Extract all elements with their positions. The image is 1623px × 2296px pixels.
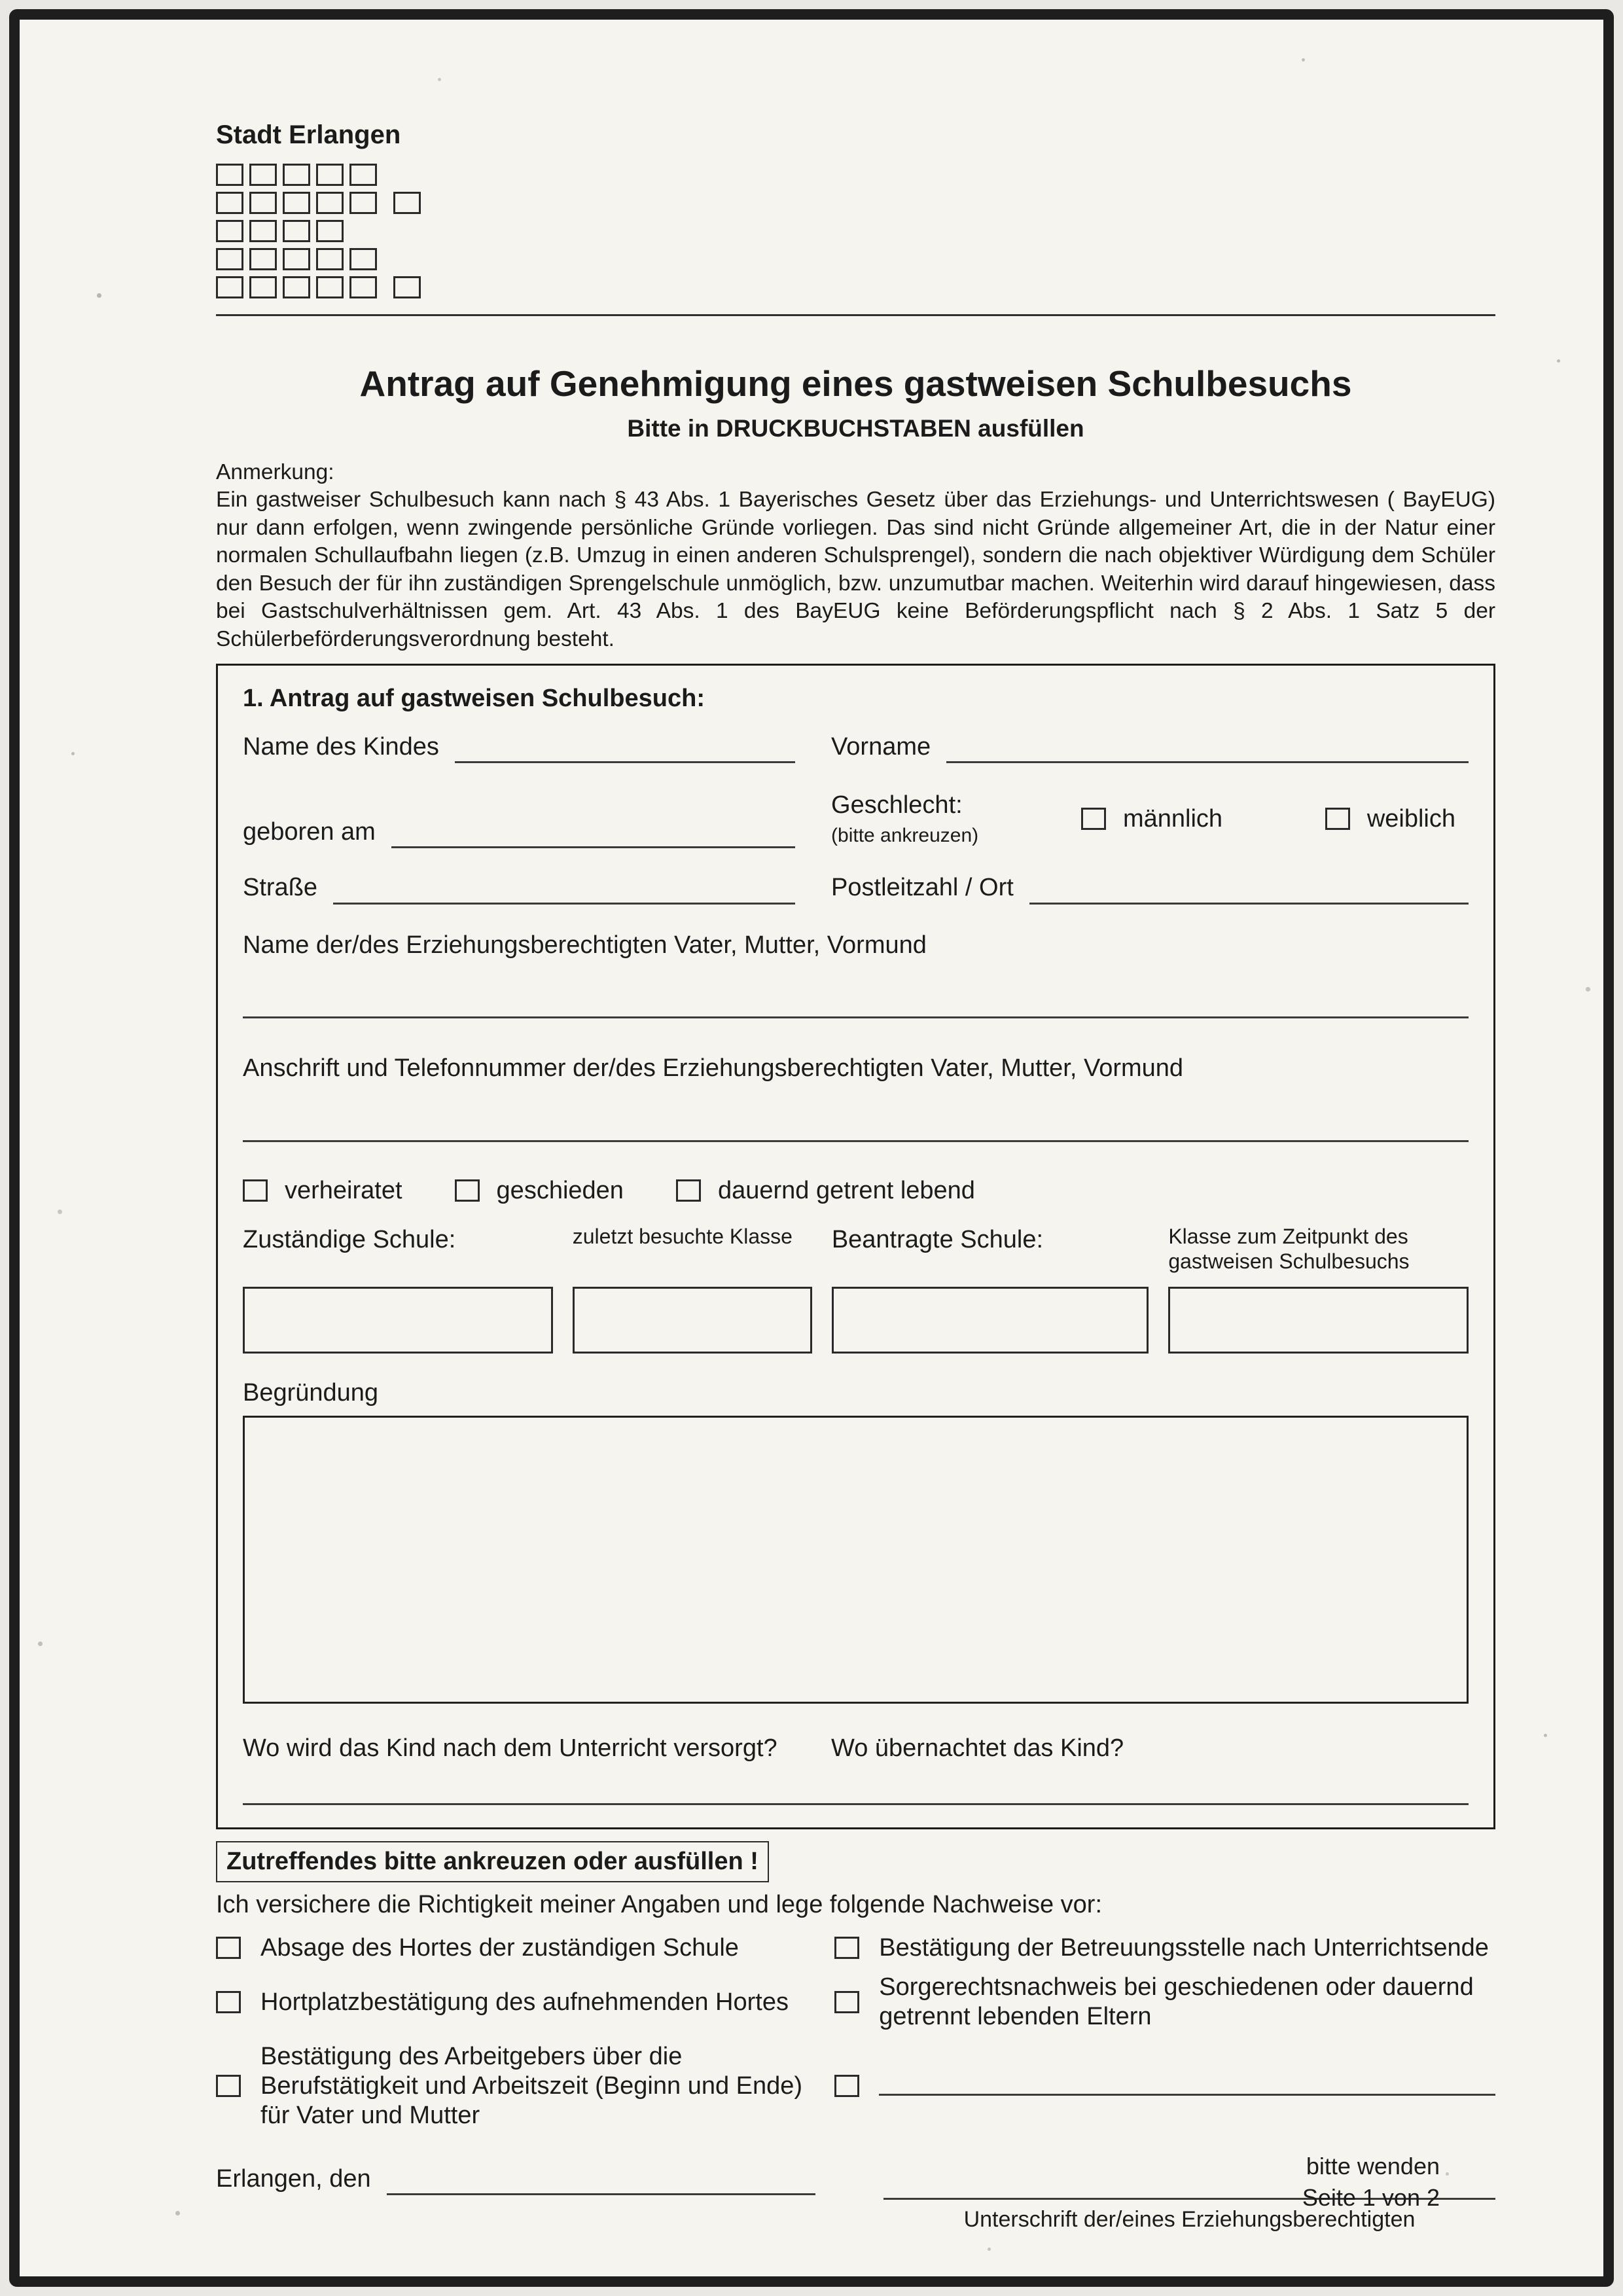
row-betreuung <box>243 1732 1469 1765</box>
label-postleitzahl-ort: Postleitzahl / Ort <box>831 874 1014 902</box>
header-divider <box>216 314 1495 316</box>
label-sorgerecht: Sorgerechtsnachweis bei geschiedenen oder dauernd getrennt lebenden Eltern <box>879 1973 1474 2031</box>
input-line-datum[interactable] <box>387 2168 815 2195</box>
label-absage-hort: Absage des Hortes der zuständigen Schule <box>260 1933 739 1962</box>
address-box[interactable] <box>316 164 344 186</box>
address-box[interactable] <box>349 248 377 270</box>
label-hortplatz: Hortplatzbestätigung des aufnehmenden Hortes <box>260 1988 789 2016</box>
turn-page-hint: bitte wenden <box>1306 2152 1440 2179</box>
address-box[interactable] <box>316 220 344 242</box>
checkbox-dauernd-getrennt-lebend[interactable] <box>676 1179 701 1202</box>
checkbox-sorgerecht[interactable] <box>834 1991 859 2013</box>
col-klasse-zum-zeitpunkt <box>1168 1224 1469 1354</box>
input-line-sonstiger-nachweis[interactable] <box>879 2076 1495 2096</box>
proof-item-sonstiger-nachweis <box>834 2042 1495 2130</box>
label-unterschrift: Unterschrift der/eines Erziehungsberechtigten <box>963 2206 1416 2232</box>
input-line-vorname[interactable] <box>946 736 1469 763</box>
page-number: Seite 1 von 2 <box>1302 2184 1440 2212</box>
address-box[interactable] <box>283 220 310 242</box>
input-box-zuletzt-besuchte-klasse[interactable] <box>573 1287 812 1354</box>
proof-item-betreuungsstelle <box>834 1933 1495 1963</box>
label-weiblich: weiblich <box>1366 804 1455 833</box>
checkbox-absage-hort[interactable] <box>216 1937 241 1959</box>
label-uebernachtung-frage: Wo übernachtet das Kind? <box>831 1734 1124 1763</box>
label-begruendung: Begründung <box>243 1379 379 1407</box>
label-arbeitgeber: Bestätigung des Arbeitgebers über die Berufstätigkeit und Arbeitszeit (Beginn und Ende) für Vater und Mutter <box>260 2043 803 2129</box>
label-geschlecht: Geschlecht: <box>831 791 963 819</box>
input-box-beantragte-schule[interactable] <box>832 1287 1149 1354</box>
address-box[interactable] <box>283 248 310 270</box>
address-box-row <box>216 220 1495 242</box>
checkbox-sonstiger-nachweis[interactable] <box>834 2075 859 2097</box>
label-betreuungsstelle: Bestätigung der Betreuungsstelle nach Unterrichtsende <box>879 1933 1489 1962</box>
checkbox-hortplatz[interactable] <box>216 1991 241 2013</box>
input-box-begruendung[interactable] <box>243 1416 1469 1704</box>
col-zustaendige-schule <box>243 1224 553 1354</box>
address-box[interactable] <box>349 192 377 214</box>
scanned-form-page <box>9 9 1614 2287</box>
address-box[interactable] <box>393 276 421 298</box>
label-beantragte-schule: Beantragte Schule: <box>831 1226 1044 1254</box>
input-line-betreuung[interactable] <box>243 1803 1469 1805</box>
label-zuletzt-besuchte-klasse: zuletzt besuchte Klasse <box>572 1225 793 1249</box>
input-line-strasse[interactable] <box>333 877 795 905</box>
address-box[interactable] <box>283 276 310 298</box>
label-maennlich: männlich <box>1122 804 1223 833</box>
row-geboren-geschlecht <box>243 789 1469 848</box>
input-line-name-des-kindes[interactable] <box>455 736 795 763</box>
input-line-erziehungsberechtigte-anschrift[interactable] <box>243 1140 1469 1142</box>
checkbox-betreuungsstelle[interactable] <box>834 1937 859 1959</box>
instruction-box: Zutreffendes bitte ankreuzen oder ausfüllen ! <box>216 1841 769 1882</box>
checkbox-geschieden[interactable] <box>455 1179 480 1202</box>
input-line-postleitzahl-ort[interactable] <box>1029 877 1469 905</box>
note-label: Anmerkung: <box>216 459 334 484</box>
col-zuletzt-besuchte-klasse <box>573 1224 812 1354</box>
label-erziehungsberechtigte-anschrift: Anschrift und Telefonnummer der/des Erziehungsberechtigten Vater, Mutter, Vormund <box>243 1054 1184 1083</box>
note-text: Ein gastweiser Schulbesuch kann nach § 43 Abs. 1 Bayerisches Gesetz über das Erziehungs- und Unterrichtswesen ( BayEUG) nur dann erfolgen, wenn zwingende persönliche Gründe vorliegen. Das sind nicht Gründe allgemeiner Art, die in der Natur einer normalen Schullaufbahn liegen (z.B. Umzug in einen anderen Schulsprengel), sondern die nach objektiver Würdigung dem Schüler den Besuch der für ihn zuständigen Sprengelschule unmöglich, bzw. unzumutbar machen. Weiterhin wird darauf hingewiesen, dass bei Gastschulverhältnissen gem. Art. 43 Abs. 1 des BayEUG keine Beförderungspflicht nach § 2 Abs. 1 Satz 5 der Schülerbeförderungsverordnung besteht. <box>216 488 1495 651</box>
address-box[interactable] <box>216 248 243 270</box>
checkbox-verheiratet[interactable] <box>243 1179 268 1202</box>
proof-item-sorgerecht <box>834 1973 1495 2032</box>
declaration-text: Ich versichere die Richtigkeit meiner Angaben und lege folgende Nachweise vor: <box>216 1891 1103 1919</box>
label-verheiratet: verheiratet <box>285 1176 402 1204</box>
row-name <box>243 731 1469 763</box>
address-box-row <box>216 248 1495 270</box>
col-beantragte-schule <box>832 1224 1149 1354</box>
proof-item-hortplatz <box>216 1973 805 2032</box>
row-familienstand <box>243 1175 1469 1207</box>
address-box[interactable] <box>393 192 421 214</box>
label-dauernd-getrennt-lebend: dauernd getrent lebend <box>717 1176 975 1204</box>
address-box[interactable] <box>249 192 277 214</box>
address-box[interactable] <box>349 164 377 186</box>
label-vorname: Vorname <box>831 732 931 761</box>
checkbox-maennlich[interactable] <box>1081 808 1106 830</box>
proof-item-arbeitgeber <box>216 2042 805 2130</box>
address-box[interactable] <box>249 220 277 242</box>
label-bitte-ankreuzen: (bitte ankreuzen) <box>831 825 979 847</box>
paper <box>20 20 1603 2276</box>
label-strasse: Straße <box>243 874 318 902</box>
address-box[interactable] <box>316 192 344 214</box>
address-box[interactable] <box>249 248 277 270</box>
label-erziehungsberechtigte-name: Name der/des Erziehungsberechtigten Vater, Mutter, Vormund <box>243 931 927 959</box>
address-box[interactable] <box>216 276 243 298</box>
address-box[interactable] <box>249 276 277 298</box>
address-box-row <box>216 276 1495 298</box>
input-line-erziehungsberechtigte-name[interactable] <box>243 1016 1469 1018</box>
proof-checklist <box>216 1933 1495 2130</box>
address-box[interactable] <box>283 192 310 214</box>
label-klasse-zum-zeitpunkt: Klasse zum Zeitpunkt des gastweisen Schulbesuchs <box>1168 1225 1410 1274</box>
checkbox-arbeitgeber[interactable] <box>216 2075 241 2097</box>
page-footer <box>1302 2151 1440 2214</box>
label-name-des-kindes: Name des Kindes <box>243 732 439 761</box>
gender-group <box>831 789 1469 848</box>
label-versorgung-frage: Wo wird das Kind nach dem Unterricht versorgt? <box>243 1734 777 1763</box>
address-box[interactable] <box>216 220 243 242</box>
checkbox-weiblich[interactable] <box>1325 808 1350 830</box>
address-box[interactable] <box>216 192 243 214</box>
input-line-geboren-am[interactable] <box>391 821 795 848</box>
input-box-klasse-zum-zeitpunkt[interactable] <box>1168 1287 1469 1354</box>
address-box-grid <box>216 164 1495 298</box>
address-box[interactable] <box>349 276 377 298</box>
proof-item-absage-hort <box>216 1933 805 1963</box>
label-geboren-am: geboren am <box>243 818 376 846</box>
address-box-row <box>216 192 1495 214</box>
note-paragraph <box>216 459 1495 654</box>
form-title: Antrag auf Genehmigung eines gastweisen Schulbesuchs <box>359 363 1352 404</box>
label-geschieden: geschieden <box>496 1176 624 1204</box>
label-zustaendige-schule: Zuständige Schule: <box>243 1226 456 1254</box>
address-box[interactable] <box>283 164 310 186</box>
city-name: Stadt Erlangen <box>216 120 401 149</box>
address-box[interactable] <box>249 164 277 186</box>
row-strasse-plz <box>243 872 1469 904</box>
section-1-box <box>216 664 1495 1829</box>
row-schulen <box>243 1224 1469 1354</box>
form-subtitle: Bitte in DRUCKBUCHSTABEN ausfüllen <box>627 414 1084 442</box>
address-box[interactable] <box>316 276 344 298</box>
section-1-heading: 1. Antrag auf gastweisen Schulbesuch: <box>243 685 705 713</box>
label-erlangen-den: Erlangen, den <box>216 2164 371 2193</box>
address-box[interactable] <box>216 164 243 186</box>
address-box[interactable] <box>316 248 344 270</box>
address-box-row <box>216 164 1495 186</box>
input-box-zustaendige-schule[interactable] <box>243 1287 553 1354</box>
